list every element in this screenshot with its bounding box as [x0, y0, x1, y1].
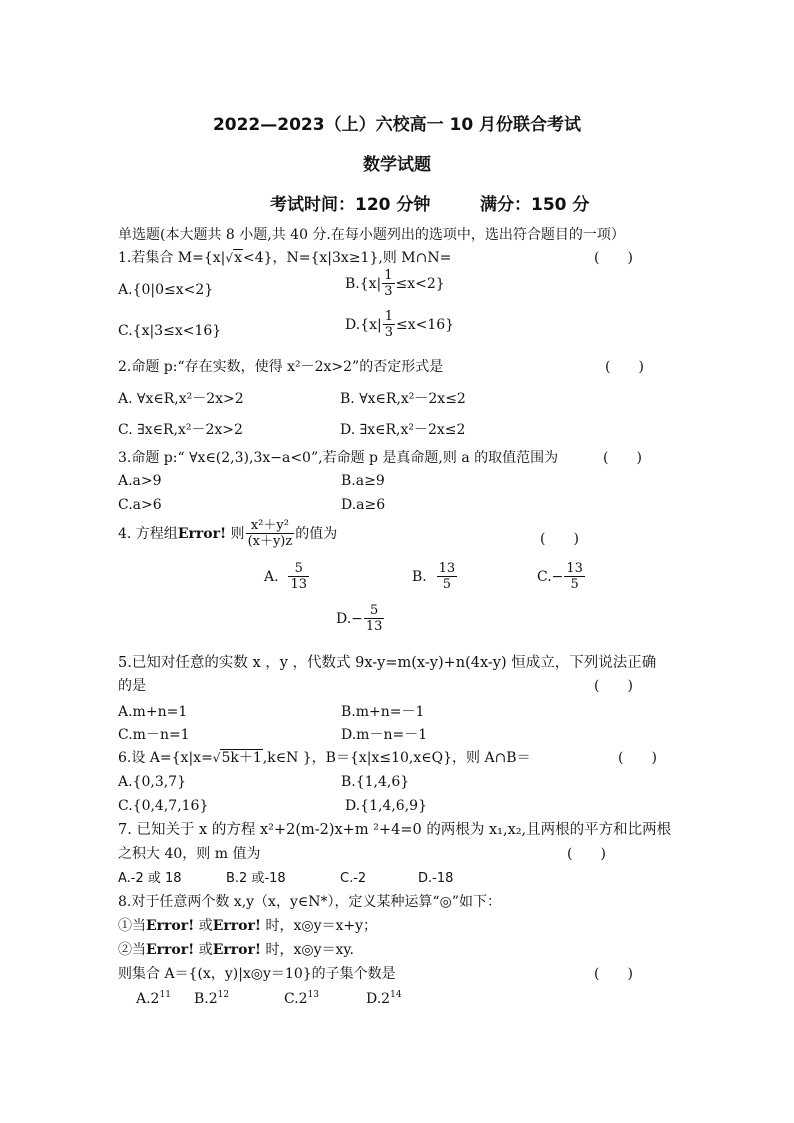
q8-rule-1 [118, 917, 377, 935]
fraction [288, 561, 309, 593]
numerator: x²＋y² [246, 518, 295, 534]
q1-option-d [345, 309, 454, 341]
q4-lead: 4. 方程组 [118, 526, 178, 542]
denominator: (x＋y)z [247, 534, 293, 549]
q1-option-a: A.{0|0≤x<2} [118, 282, 214, 298]
q1-b-post: ≤x<2} [395, 276, 445, 292]
q5-option-d: D.m－n=－1 [341, 727, 428, 743]
exam-title: 2022—2023（上）六校高一 10 月份联合考试 [212, 115, 582, 135]
question-7-line-1: 7. 已知关于 x 的方程 x²+2(m-2)x+m ²+4=0 的两根为 x₁,x₂,且两根的平方和比两根 [118, 822, 672, 838]
question-5-line-1: 5.已知对任意的实数 x ，y ，代数式 9x-y=m(x-y)+n(4x-y) 恒成立，下列说法正确 [118, 655, 657, 671]
sqrt-symbol: √ [225, 251, 234, 265]
fraction [383, 309, 395, 341]
q2-option-b: B. ∀x∈R,x²－2x≤2 [340, 391, 466, 407]
q4-option-c [537, 561, 586, 593]
sqrt-symbol: √ [212, 751, 221, 765]
denominator: 3 [384, 284, 393, 299]
numerator: 1 [384, 309, 393, 324]
option-base: A.2 [136, 991, 160, 1007]
q7-option-c: C.-2 [340, 871, 367, 886]
question-6-stem [118, 749, 531, 767]
q6-option-a: A.{0,3,7} [118, 774, 186, 790]
numerator: 13 [438, 561, 456, 576]
fraction [382, 268, 394, 300]
option-label: C.− [537, 569, 564, 585]
fraction [564, 561, 585, 593]
answer-bracket-8: ( ) [594, 966, 633, 982]
q7-option-b: B.2 或-18 [226, 871, 286, 886]
denominator: 5 [570, 577, 579, 592]
q8-option-d [366, 990, 402, 1008]
q2-option-a: A. ∀x∈R,x²－2x>2 [118, 391, 244, 407]
full-score: 满分：150 分 [480, 195, 590, 215]
question-1-stem [118, 249, 451, 267]
rule-pre: ①当 [118, 918, 146, 934]
q6-mid: ,k∈N }，B＝{x|x≤10,x∈Q}，则 A∩B＝ [262, 750, 531, 766]
answer-bracket-2: ( ) [605, 359, 644, 375]
q2-option-c: C. ∃x∈R,x²－2x>2 [118, 422, 243, 438]
option-base: C.2 [284, 991, 308, 1007]
numerator: 5 [364, 603, 385, 619]
rule-mid: 或 [194, 942, 213, 958]
q8-option-c [284, 990, 319, 1008]
rule-mid: 或 [194, 918, 213, 934]
question-5-line-2: 的是 [118, 678, 146, 694]
q1-sqrt: x [234, 250, 242, 266]
q4-option-d [336, 603, 385, 635]
denominator: 3 [384, 325, 393, 340]
rule-error: Error! [146, 918, 195, 934]
option-exponent: 14 [390, 990, 402, 1000]
rule-error: Error! [212, 918, 262, 934]
q1-mid: <4}，N={x|3x≥1},则 M∩N= [242, 250, 452, 266]
option-exponent: 12 [217, 990, 230, 1000]
q3-option-b: B.a≥9 [341, 473, 385, 489]
rule-error: Error! [212, 942, 262, 958]
q3-option-c: C.a>6 [118, 497, 162, 513]
option-label: B. [412, 569, 427, 585]
q4-then: 则 [226, 526, 245, 542]
question-7-line-2: 之积大 40，则 m 值为 [118, 846, 261, 862]
fraction [364, 603, 385, 635]
q5-option-a: A.m+n=1 [118, 704, 188, 720]
q8-option-b [194, 990, 229, 1008]
q4-option-a [264, 561, 310, 593]
q3-option-d: D.a≥6 [341, 497, 386, 513]
q7-option-d: D.-18 [418, 871, 454, 886]
q8-option-a [136, 990, 171, 1008]
q4-option-b [412, 561, 458, 593]
question-4-stem [118, 518, 337, 550]
q1-b-pre: B.{x| [345, 276, 382, 292]
answer-bracket-3: ( ) [603, 450, 642, 466]
q2-option-d: D. ∃x∈R,x²－2x≤2 [340, 422, 466, 438]
q1-d-post: ≤x<16} [395, 317, 455, 333]
answer-bracket-5: ( ) [594, 678, 633, 694]
option-base: D.2 [366, 991, 391, 1007]
numerator: 1 [384, 268, 393, 283]
q6-option-d: D.{1,4,6,9} [345, 798, 427, 814]
q8-question: 则集合 A＝{(x，y)|x◎y＝10}的子集个数是 [118, 966, 396, 982]
q6-lead: 6.设 A={x|x= [118, 750, 213, 766]
answer-bracket-4: ( ) [540, 531, 579, 547]
q1-lead: 1.若集合 M={x| [118, 250, 226, 266]
rule-error: Error! [146, 942, 195, 958]
q6-option-c: C.{0,4,7,16} [118, 798, 209, 814]
option-label: D.− [336, 611, 363, 627]
fraction [437, 561, 458, 593]
question-2-stem: 2.命题 p:“存在实数，使得 x²－2x>2”的否定形式是 [118, 359, 444, 375]
question-8-stem: 8.对于任意两个数 x,y（x，y∈N*），定义某种运算“◎”如下： [118, 894, 502, 910]
option-base: B.2 [194, 991, 218, 1007]
numerator: 13 [566, 561, 583, 576]
answer-bracket-7: ( ) [567, 846, 606, 862]
section-heading: 单选题(本大题共 8 小题,共 40 分.在每小题列出的选项中，选出符合题目的一项） [118, 227, 625, 243]
option-exponent: 13 [307, 990, 320, 1000]
numerator: 5 [288, 561, 309, 577]
q4-tail: 的值为 [295, 526, 338, 542]
q3-option-a: A.a>9 [118, 473, 162, 489]
denominator: 13 [365, 619, 383, 634]
q1-d-pre: D.{x| [345, 317, 382, 333]
rule-post: 时，x◎y＝xy. [261, 942, 354, 958]
question-3-stem: 3.命题 p:“ ∀x∈(2,3),3x−a<0”,若命题 p 是真命题,则 a 的取值范围为 [118, 450, 559, 466]
q4-error: Error! [177, 526, 227, 542]
q7-option-a: A.-2 或 18 [118, 871, 182, 886]
q8-rule-2 [118, 941, 354, 959]
exam-time: 考试时间：120 分钟 [270, 195, 431, 215]
q5-option-b: B.m+n=－1 [341, 704, 425, 720]
q1-option-c: C.{x|3≤x<16} [118, 323, 222, 339]
q1-option-b [345, 268, 445, 300]
q6-option-b: B.{1,4,6} [341, 774, 410, 790]
q6-sqrt: 5k＋1 [221, 750, 262, 766]
answer-bracket-6: ( ) [618, 750, 657, 766]
denominator: 13 [290, 577, 308, 592]
denominator: 5 [442, 577, 452, 592]
option-label: A. [264, 569, 279, 585]
fraction [246, 518, 295, 550]
subject-title: 数学试题 [363, 155, 431, 175]
answer-bracket-1: ( ) [594, 250, 633, 266]
rule-post: 时，x◎y＝x+y； [261, 918, 378, 934]
option-exponent: 11 [159, 990, 171, 1000]
q5-option-c: C.m－n=1 [118, 727, 190, 743]
rule-pre: ②当 [118, 942, 146, 958]
